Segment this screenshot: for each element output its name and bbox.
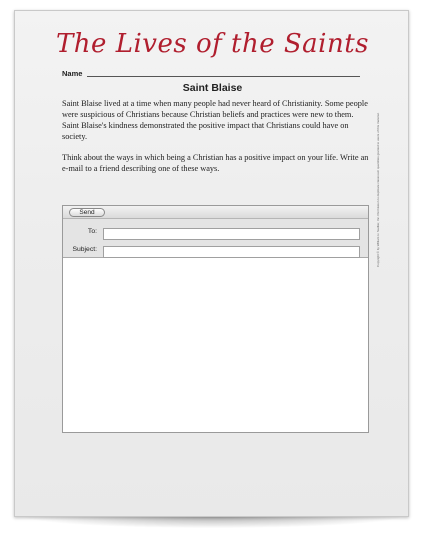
email-form (62, 205, 369, 433)
name-row (62, 69, 362, 81)
email-toolbar (63, 206, 368, 219)
subject-label: Subject: (72, 246, 97, 253)
to-label: To: (87, 228, 97, 235)
email-body-area[interactable] (63, 258, 368, 432)
copyright-notice: Copyright © by William H. Sadlier, Inc. Permission to duplicate classroom quantities granted to users of this material. (376, 112, 380, 267)
send-button[interactable]: Send (69, 208, 105, 217)
subject-field[interactable] (103, 246, 360, 258)
paragraph-intro: Saint Blaise lived at a time when many people had never heard of Christianity. Some people were suspicious of Christians because Christian beliefs and practices were new to them. Saint Blaise's kindness demonstrated the positive impact that Christians could have on society. (62, 99, 368, 141)
name-label: Name (62, 69, 83, 78)
worksheet-page (14, 10, 409, 517)
page-heading: Saint Blaise (182, 82, 243, 94)
paragraph-instructions: Think about the ways in which being a Christian has a positive impact on your life. Write an e-mail to a friend describing one of these ways. (62, 153, 369, 173)
series-title: The Lives of the Saints (55, 29, 370, 59)
to-field[interactable] (103, 228, 360, 240)
name-line[interactable] (87, 76, 360, 77)
